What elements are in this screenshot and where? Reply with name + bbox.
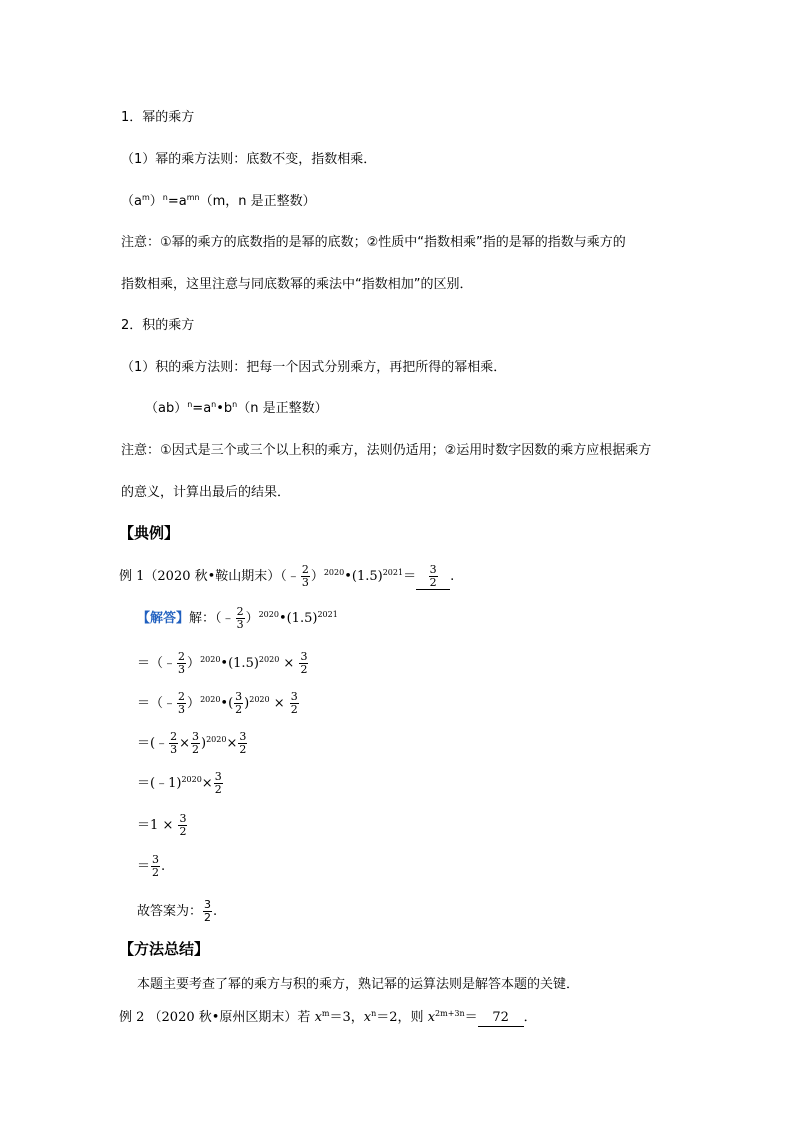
section-1-note-line-2: 指数相乘，这里注意与同底数幂的乘法中“指数相加”的区别． [121, 277, 473, 292]
step-5: ＝1 × $\frac{3}{2}$ [137, 812, 187, 838]
fraction: $\frac{3}{2}$ [179, 812, 187, 838]
fraction: $\frac{2}{3}$ [170, 730, 178, 756]
step-3: ＝(﹣ $\frac{2}{3}$ × $\frac{3}{2}$ )$^{2020}$× $\frac{3}{2}$ [137, 730, 247, 756]
step-6: ＝ $\frac{3}{2}$ . [137, 853, 166, 879]
step-1: ＝（﹣ $\frac{2}{3}$ ）$^{2020}•(1.5)^{2020}$ × $\frac{3}{2}$ [137, 650, 308, 676]
fraction: $\frac{3}{2}$ [300, 650, 308, 676]
rule-label: （1）幂的乘方法则： [121, 152, 247, 167]
section-1-title: 1．幂的乘方 [121, 110, 195, 125]
section-2-note-line-2: 的意义，计算出最后的结果． [121, 485, 291, 500]
fraction: $\frac{3}{2}$ [239, 730, 247, 756]
fraction: $\frac{2}{3}$ [236, 605, 244, 631]
method-text: 本题主要考查了幂的乘方与积的乘方，熟记幂的运算法则是解答本题的关键． [137, 977, 580, 992]
method-heading: 【方法总结】 [119, 940, 210, 958]
section-1-note-line-1: 注意：①幂的乘方的底数指的是幂的底数；②性质中“指数相乘”指的是幂的指数与乘方的 [121, 235, 626, 250]
fraction: $\frac{2}{3}$ [301, 563, 309, 589]
section-1-rule [121, 152, 376, 168]
example-1-question: 例 1（2020 秋•鞍山期末）（﹣ $\frac{2}{3}$ ）$^{2020}•(1.5)^{2021}=$ $\frac{3}{2}$ . [119, 563, 455, 589]
step-2: ＝（﹣ $\frac{2}{3}$ ）$^{2020}$•( $\frac{3}{2}$ )$^{2020}$ × $\frac{3}{2}$ [137, 690, 298, 716]
fraction: $\frac{3}{2}$ [204, 898, 212, 924]
answer-blank [416, 564, 450, 590]
fraction: $\frac{3}{2}$ [290, 690, 298, 716]
rule-label: （1）积的乘方法则： [121, 360, 247, 375]
section-2-note-line-1: 注意：①因式是三个或三个以上积的乘方，法则仍适用；②运用时数字因数的乘方应根据乘方 [121, 443, 652, 458]
answer-blank: 72 [478, 1010, 524, 1027]
section-2-formula: $(ab)^n=a^n•b^n(n$ 是正整数） [145, 400, 328, 416]
answer-label: 【解答】 [137, 611, 190, 626]
example-heading: 【典例】 [119, 524, 180, 542]
fraction: $\frac{3}{2}$ [214, 770, 222, 796]
fraction: $\frac{2}{3}$ [178, 650, 186, 676]
fraction: $\frac{3}{2}$ [235, 690, 243, 716]
example-2-question: 例 2 （2020 秋•原州区期末）若 $x^m=3$，$x^n=2$，则 $x^{2m+3n}= 72$ ． [119, 1009, 537, 1025]
fraction: $\frac{2}{3}$ [178, 690, 186, 716]
section-2-rule [121, 360, 506, 376]
fraction: $\frac{3}{2}$ [192, 730, 200, 756]
section-1-formula: $(a^m)^n=a^{mn}(m$，n 是正整数） [121, 193, 316, 209]
section-2-title: 2．积的乘方 [121, 318, 195, 333]
fraction: $\frac{3}{2}$ [152, 853, 160, 879]
rule-text: 底数不变，指数相乘． [246, 152, 377, 167]
rule-text: 把每一个因式分别乘方，再把所得的幂相乘． [246, 360, 507, 375]
fraction: $\frac{3}{2}$ [429, 563, 437, 589]
final-answer: 故答案为： $\frac{3}{2}$ . [137, 898, 218, 924]
step-4: ＝(﹣1)$^{2020}$× $\frac{3}{2}$ [137, 770, 222, 796]
answer-line: 【解答】解：（﹣ $\frac{2}{3}$ ）$^{2020}•(1.5)^{2021}$ [137, 605, 338, 631]
